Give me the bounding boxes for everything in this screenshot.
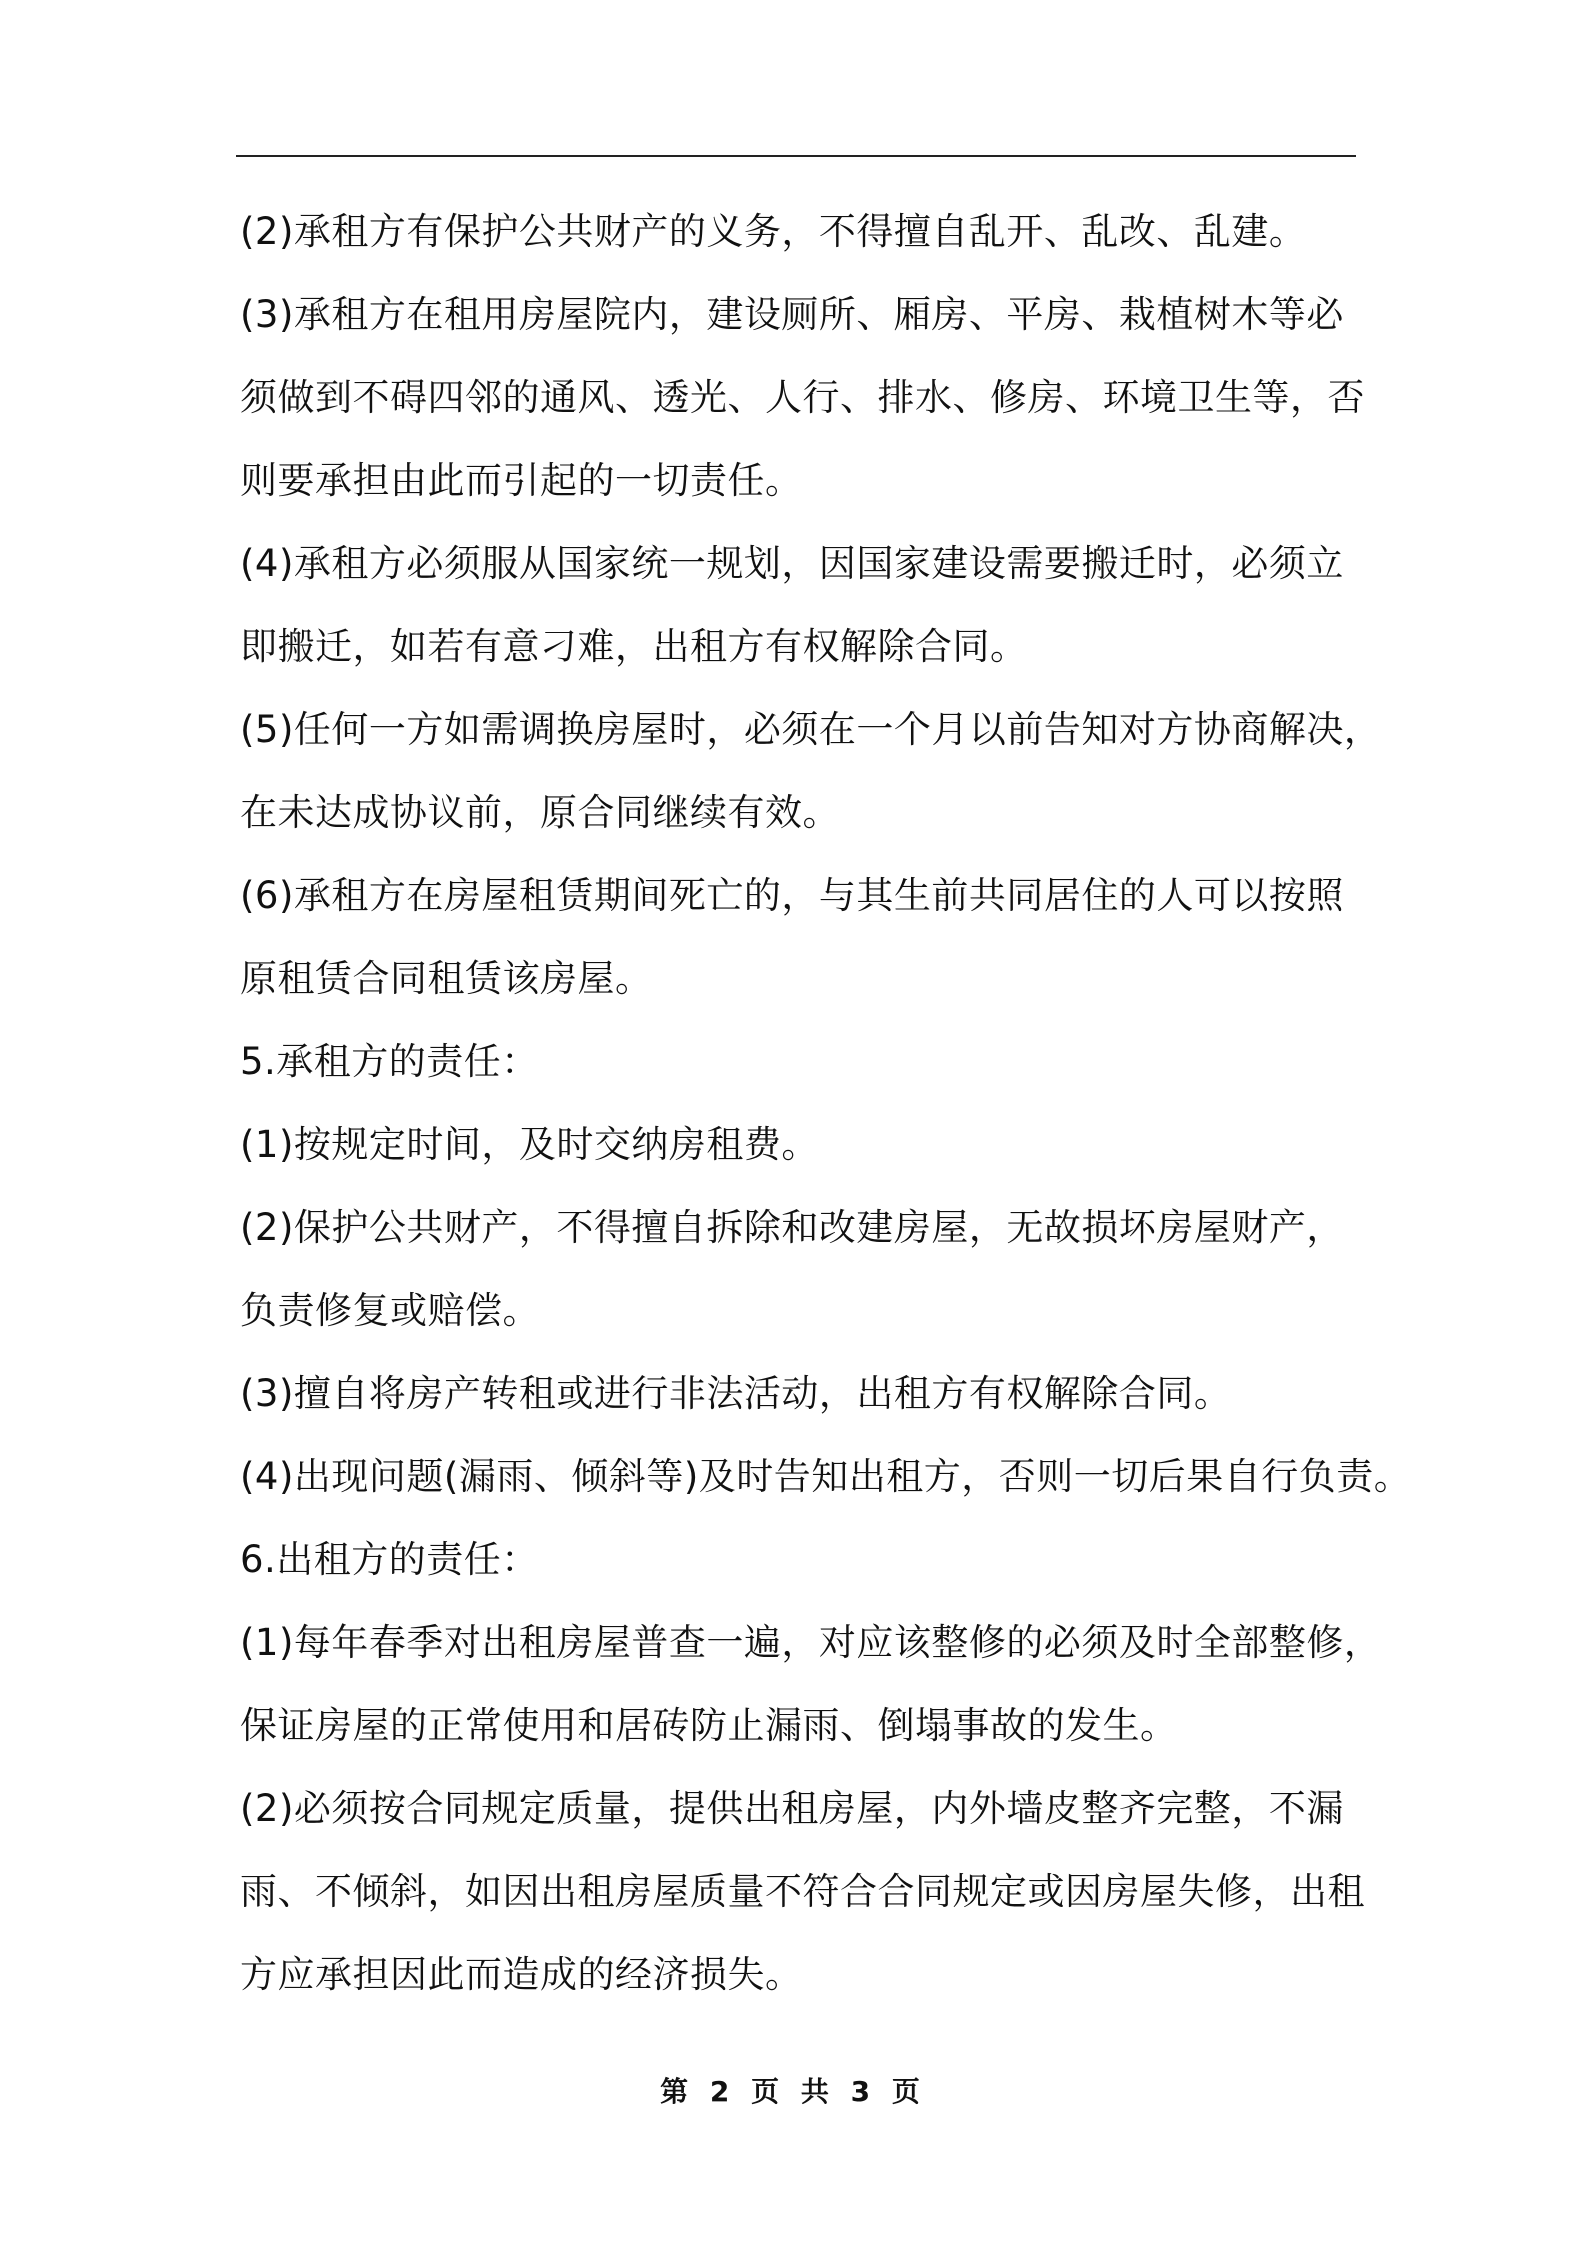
- text-line: 原租赁合同租赁该房屋。: [240, 957, 653, 1000]
- text-line: (3)承租方在租用房屋院内，建设厕所、厢房、平房、栽植树木等必: [240, 293, 1344, 336]
- text-line: 须做到不碍四邻的通风、透光、人行、排水、修房、环境卫生等，否: [240, 376, 1365, 419]
- section-heading: 5.承租方的责任：: [240, 1040, 539, 1083]
- page-number: 第 2 页 共 3 页: [660, 2075, 926, 2108]
- text-line: (3)擅自将房产转租或进行非法活动，出租方有权解除合同。: [240, 1372, 1232, 1415]
- text-line: (4)承租方必须服从国家统一规划，因国家建设需要搬迁时，必须立: [240, 542, 1344, 585]
- text-line: (2)承租方有保护公共财产的义务，不得擅自乱开、乱改、乱建。: [240, 210, 1307, 253]
- text-line: (1)每年春季对出租房屋普查一遍，对应该整修的必须及时全部整修，: [240, 1621, 1382, 1664]
- text-line: 负责修复或赔偿。: [240, 1289, 540, 1332]
- text-line: (4)出现问题(漏雨、倾斜等)及时告知出租方，否则一切后果自行负责。: [240, 1455, 1412, 1498]
- text-line: (2)保护公共财产，不得擅自拆除和改建房屋，无故损坏房屋财产，: [240, 1206, 1344, 1249]
- text-line: 保证房屋的正常使用和居砖防止漏雨、倒塌事故的发生。: [240, 1704, 1178, 1747]
- text-line: (1)按规定时间，及时交纳房租费。: [240, 1123, 819, 1166]
- text-line: (5)任何一方如需调换房屋时，必须在一个月以前告知对方协商解决，: [240, 708, 1382, 751]
- text-line: (6)承租方在房屋租赁期间死亡的，与其生前共同居住的人可以按照: [240, 874, 1344, 917]
- text-line: 方应承担因此而造成的经济损失。: [240, 1953, 803, 1996]
- text-line: 雨、不倾斜，如因出租房屋质量不符合合同规定或因房屋失修，出租: [240, 1870, 1365, 1913]
- text-line: 在未达成协议前，原合同继续有效。: [240, 791, 840, 834]
- text-line: 即搬迁，如若有意刁难，出租方有权解除合同。: [240, 625, 1028, 668]
- text-line: (2)必须按合同规定质量，提供出租房屋，内外墙皮整齐完整，不漏: [240, 1787, 1344, 1830]
- section-heading: 6.出租方的责任：: [240, 1538, 539, 1581]
- text-line: 则要承担由此而引起的一切责任。: [240, 459, 803, 502]
- header-divider: [236, 155, 1356, 157]
- document-body: [240, 190, 1412, 2016]
